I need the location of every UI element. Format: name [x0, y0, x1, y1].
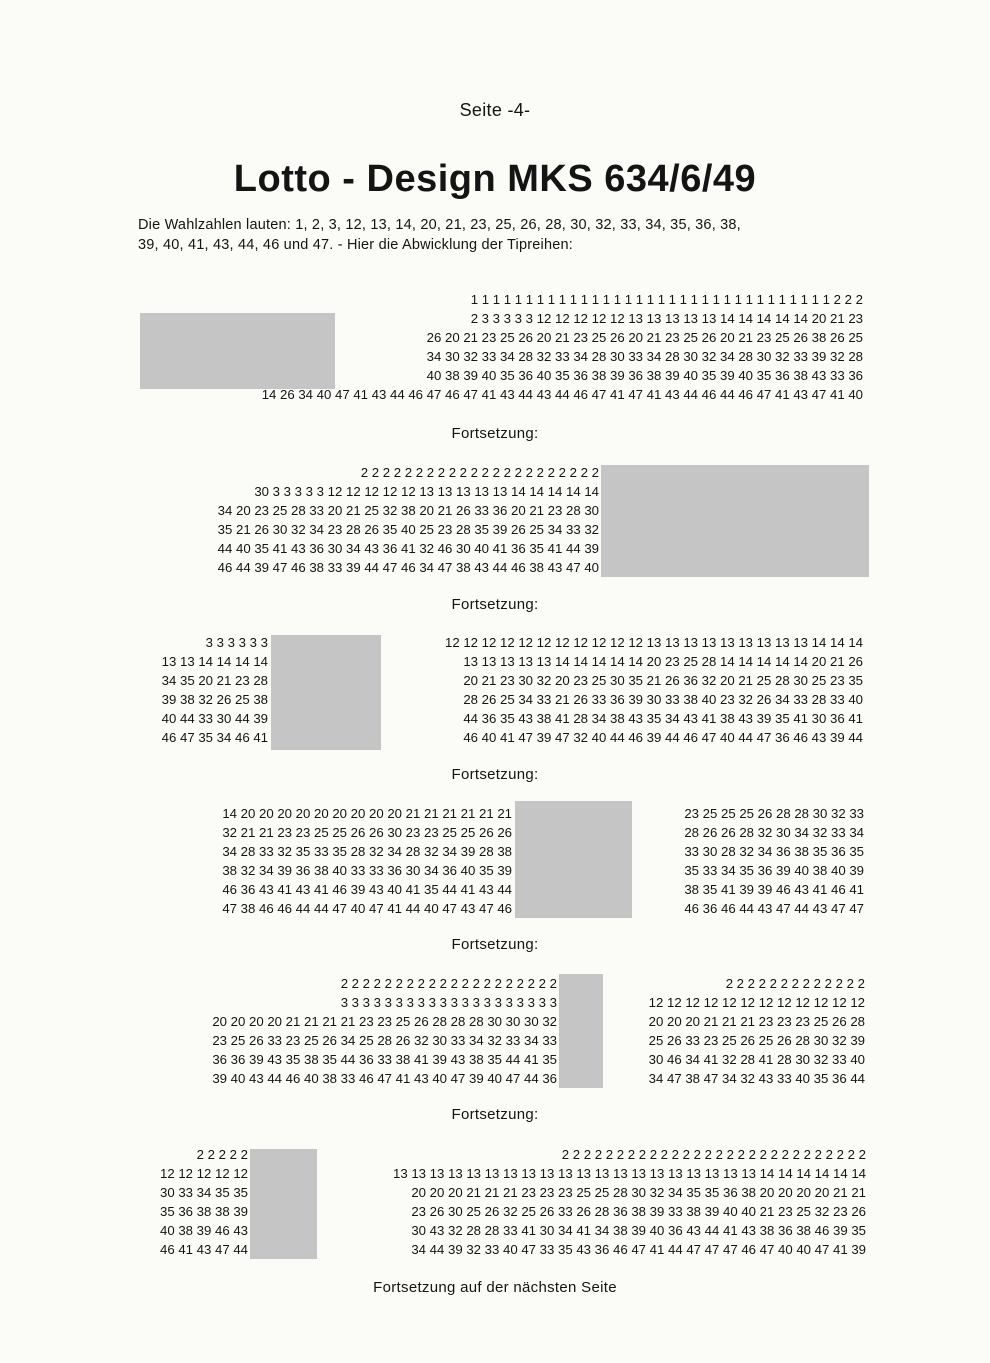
number-row: 39 38 32 26 25 38: [161, 692, 268, 707]
number-row: 46 36 43 41 43 41 46 39 43 40 41 35 44 41 43 44: [222, 882, 512, 897]
number-row: 47 38 46 46 44 44 47 40 47 41 44 40 47 43 47 46: [222, 901, 512, 916]
number-row: 28 26 25 34 33 21 26 33 36 39 30 33 38 40 23 32 26 34 33 28 33 40: [463, 692, 863, 707]
intro-line-2: 39, 40, 41, 43, 44, 46 und 47. - Hier die Abwicklung der Tipreihen:: [138, 237, 573, 253]
number-row: 23 25 26 33 23 25 26 34 25 28 26 32 30 33 34 32 33 34 33: [212, 1033, 557, 1048]
redacted-area: [601, 465, 869, 577]
number-row: 46 36 46 44 43 47 44 43 47 47: [684, 901, 864, 916]
number-row: 14 20 20 20 20 20 20 20 20 20 21 21 21 21 21 21: [222, 806, 512, 821]
number-row: 12 12 12 12 12 12 12 12 12 12 12 13 13 13 13 13 13 13 13 13 14 14 14: [445, 635, 863, 650]
fortsetzung-label: Fortsetzung:: [451, 766, 539, 783]
number-row: 2 2 2 2 2 2 2 2 2 2 2 2 2 2 2 2 2 2 2 2 2 2 2 2 2 2 2 2: [561, 1147, 866, 1162]
number-row: 2 2 2 2 2 2 2 2 2 2 2 2 2: [725, 976, 865, 991]
number-row: 30 43 32 28 28 33 41 30 34 41 34 38 39 40 36 43 44 41 43 38 36 38 46 39 35: [411, 1223, 866, 1238]
number-row: 46 40 41 47 39 47 32 40 44 46 39 44 46 47 40 44 47 36 46 43 39 44: [463, 730, 863, 745]
number-row: 35 36 38 38 39: [160, 1204, 248, 1219]
redacted-area: [250, 1149, 317, 1259]
number-row: 44 36 35 43 38 41 28 34 38 43 35 34 43 41 38 43 39 35 41 30 36 41: [463, 711, 863, 726]
fortsetzung-label: Fortsetzung:: [451, 596, 539, 613]
redacted-area: [140, 313, 335, 389]
number-row: 30 3 3 3 3 3 12 12 12 12 12 13 13 13 13 13 14 14 14 14 14: [254, 484, 599, 499]
number-row: 39 40 43 44 46 40 38 33 46 47 41 43 40 47 39 40 47 44 36: [212, 1071, 557, 1086]
number-row: 35 33 34 35 36 39 40 38 40 39: [684, 863, 864, 878]
number-row: 33 30 28 32 34 36 38 35 36 35: [684, 844, 864, 859]
number-row: 3 3 3 3 3 3: [205, 635, 268, 650]
footer-note: Fortsetzung auf der nächsten Seite: [373, 1279, 617, 1296]
number-row: 40 38 39 40 35 36 40 35 36 38 39 36 38 39 40 35 39 40 35 36 38 43 33 36: [426, 368, 863, 383]
redacted-area: [559, 974, 603, 1088]
number-row: 30 46 34 41 32 28 41 28 30 32 33 40: [648, 1052, 865, 1067]
number-row: 25 26 33 23 25 26 25 26 28 30 32 39: [648, 1033, 865, 1048]
number-row: 44 40 35 41 43 36 30 34 43 36 41 32 46 30 40 41 36 35 41 44 39: [217, 541, 599, 556]
number-row: 34 30 32 33 34 28 32 33 34 28 30 33 34 28 30 32 34 28 30 32 33 39 32 28: [426, 349, 863, 364]
page-header: Seite -4-: [459, 100, 531, 120]
fortsetzung-label: Fortsetzung:: [451, 936, 539, 953]
fortsetzung-label: Fortsetzung:: [451, 1106, 539, 1123]
number-row: 46 41 43 47 44: [160, 1242, 248, 1257]
number-row: 12 12 12 12 12: [160, 1166, 248, 1181]
number-row: 13 13 13 13 13 13 13 13 13 13 13 13 13 13 13 13 13 13 13 13 14 14 14 14 14 14: [393, 1166, 866, 1181]
number-row: 3 3 3 3 3 3 3 3 3 3 3 3 3 3 3 3 3 3 3 3: [340, 995, 557, 1010]
number-row: 1 1 1 1 1 1 1 1 1 1 1 1 1 1 1 1 1 1 1 1 1 1 1 1 1 1 1 1 1 1 1 1 1 2 2 2: [470, 292, 863, 307]
number-row: 40 38 39 46 43: [160, 1223, 248, 1238]
intro-line-1: Die Wahlzahlen lauten: 1, 2, 3, 12, 13, 14, 20, 21, 23, 25, 26, 28, 30, 32, 33, 34, 35, 36, 38,: [138, 217, 741, 233]
number-row: 23 25 25 25 26 28 28 30 32 33: [684, 806, 864, 821]
number-row: 2 2 2 2 2 2 2 2 2 2 2 2 2 2 2 2 2 2 2 2 2 2: [360, 465, 599, 480]
number-row: 46 47 35 34 46 41: [161, 730, 268, 745]
number-row: 38 35 41 39 39 46 43 41 46 41: [684, 882, 864, 897]
number-row: 34 20 23 25 28 33 20 21 25 32 38 20 21 26 33 36 20 21 23 28 30: [217, 503, 599, 518]
number-row: 35 21 26 30 32 34 23 28 26 35 40 25 23 28 35 39 26 25 34 33 32: [217, 522, 599, 537]
number-row: 36 36 39 43 35 38 35 44 36 33 38 41 39 43 38 35 44 41 35: [212, 1052, 557, 1067]
number-row: 34 28 33 32 35 33 35 28 32 34 28 32 34 39 28 38: [222, 844, 512, 859]
number-row: 34 35 20 21 23 28: [161, 673, 268, 688]
number-row: 13 13 14 14 14 14: [161, 654, 268, 669]
number-row: 34 44 39 32 33 40 47 33 35 43 36 46 47 41 44 47 47 47 46 47 40 40 47 41 39: [411, 1242, 866, 1257]
number-row: 46 44 39 47 46 38 33 39 44 47 46 34 47 38 43 44 46 38 43 47 40: [217, 560, 599, 575]
page-title: Lotto - Design MKS 634/6/49: [233, 158, 757, 200]
number-row: 26 20 21 23 25 26 20 21 23 25 26 20 21 23 25 26 20 21 23 25 26 38 26 25: [426, 330, 863, 345]
number-row: 14 26 34 40 47 41 43 44 46 47 46 47 41 43 44 43 44 46 47 41 47 41 43 44 46 44 46 47 41 43 47 41 40: [261, 387, 863, 402]
number-row: 40 44 33 30 44 39: [161, 711, 268, 726]
number-row: 30 33 34 35 35: [160, 1185, 248, 1200]
fortsetzung-label: Fortsetzung:: [451, 425, 539, 442]
number-row: 13 13 13 13 13 14 14 14 14 14 20 23 25 28 14 14 14 14 14 20 21 26: [463, 654, 863, 669]
number-row: 2 3 3 3 3 3 12 12 12 12 12 13 13 13 13 13 14 14 14 14 14 20 21 23: [470, 311, 863, 326]
number-row: 2 2 2 2 2 2 2 2 2 2 2 2 2 2 2 2 2 2 2 2: [340, 976, 557, 991]
number-row: 20 20 20 21 21 21 23 23 23 25 25 28 30 32 34 35 35 36 38 20 20 20 20 21 21: [411, 1185, 866, 1200]
redacted-area: [515, 801, 632, 918]
number-row: 34 47 38 47 34 32 43 33 40 35 36 44: [648, 1071, 865, 1086]
number-row: 20 21 23 30 32 20 23 25 30 35 21 26 36 32 20 21 25 28 30 25 23 35: [463, 673, 863, 688]
number-row: 38 32 34 39 36 38 40 33 33 36 30 34 36 40 35 39: [222, 863, 512, 878]
redacted-area: [271, 635, 381, 750]
intro-text: [138, 215, 868, 255]
number-row: 28 26 26 28 32 30 34 32 33 34: [684, 825, 864, 840]
number-row: 23 26 30 25 26 32 25 26 33 26 28 36 38 39 33 38 39 40 40 21 23 25 32 23 26: [411, 1204, 866, 1219]
number-row: 20 20 20 20 21 21 21 21 23 23 25 26 28 28 28 30 30 30 32: [212, 1014, 557, 1029]
number-row: 20 20 20 21 21 21 23 23 23 25 26 28: [648, 1014, 865, 1029]
number-row: 12 12 12 12 12 12 12 12 12 12 12 12: [648, 995, 865, 1010]
number-row: 2 2 2 2 2: [196, 1147, 248, 1162]
number-row: 32 21 21 23 23 25 25 26 26 30 23 23 25 25 26 26: [222, 825, 512, 840]
